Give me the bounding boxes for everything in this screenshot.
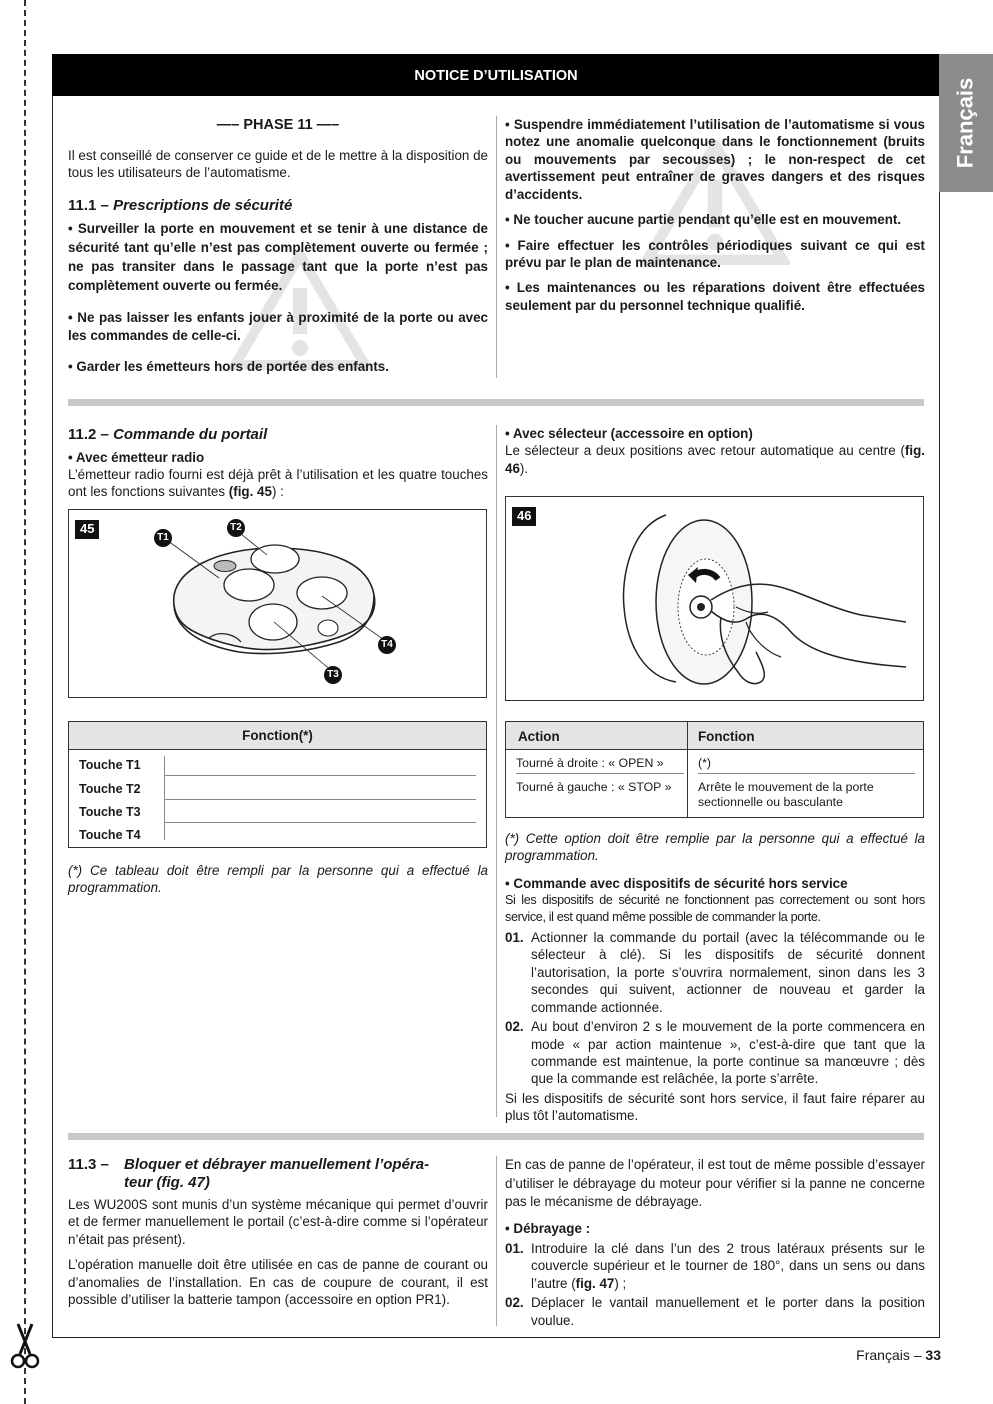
phase-intro: Il est conseillé de conserver ce guide et de le mettre à la disposition de tous les utilisateurs de l’automatisme. — [68, 147, 488, 181]
page-footer: Français – 33 — [856, 1347, 941, 1363]
safety-off-outro: Si les dispositifs de sécurité sont hors service, il faut faire réparer au plus tôt l’automatisme. — [505, 1090, 925, 1124]
table-cell: Tourné à gauche : « STOP » — [516, 780, 672, 794]
safety-bullet: • Ne toucher aucune partie pendant qu’elle est en mouvement. — [505, 212, 902, 228]
table-cell: Tourné à droite : « OPEN » — [516, 756, 664, 770]
column-divider — [496, 116, 497, 378]
action-table-header — [506, 722, 923, 750]
radio-text: L’émetteur radio fourni est déjà prêt à l’utilisation et les quatre touches ont les fonctions suivantes (fig. 45) : — [68, 466, 488, 500]
function-table-body — [69, 752, 486, 846]
fig45-label-t4: T4 — [381, 639, 393, 650]
section-11-1-right — [505, 116, 925, 322]
debrayage-steps — [505, 1240, 925, 1329]
section-separator — [68, 1133, 924, 1140]
figure-number: 45 — [75, 520, 99, 539]
column-divider — [496, 425, 497, 1117]
section-title-11-1: 11.1 – Prescriptions de sécurité — [68, 196, 293, 214]
column-header-fonction: Fonction — [698, 729, 755, 744]
debrayage-heading: • Débrayage : — [505, 1220, 591, 1236]
table-cell: Arrête le mouvement de la porte sectionnelle ou basculante — [698, 780, 874, 810]
selector-heading: • Avec sélecteur (accessoire en option) — [505, 426, 753, 441]
table-row: Touche T1 — [164, 752, 476, 776]
remote-control-illustration — [69, 510, 486, 697]
manual-paragraph: Les WU200S sont munis d’un système mécanique qui permet d’ouvrir et de fermer manuellement le portail (c’est-à-dire comme si l’opérateur n’était pas présent). — [68, 1197, 488, 1247]
column-divider — [496, 1156, 497, 1326]
table-row-line — [516, 773, 684, 774]
section-11-2-left — [68, 425, 488, 501]
safety-bullet: • Ne pas laisser les enfants jouer à proximité de la porte ou avec les commandes de celle-ci. — [68, 310, 488, 343]
radio-heading: • Avec émetteur radio — [68, 449, 205, 465]
figure-46 — [505, 496, 924, 701]
scissors-icon — [10, 1322, 40, 1370]
manual-paragraph: En cas de panne de l’opérateur, il est tout de même possible d’essayer d’utiliser le débrayage du moteur pour vérifier si la panne ne concerne pas le mécanisme de débrayage. — [505, 1157, 925, 1209]
section-separator — [68, 399, 924, 406]
list-item: 02. Au bout d’environ 2 s le mouvement de la porte commencera en mode « par action maintenue », c’est-à-dire que tant que la commande est maintenue, la porte continue sa manœuvre ; dès que la commande est relâchée, la porte s’arrête. — [505, 1019, 925, 1087]
list-item: 01. Actionner la commande du portail (avec la télécommande ou le sélecteur à clé). Si les dispositifs de sécurité donnent l’autorisation, la porte s’ouvrira normalement, sinon dans les 3 secondes qui suivent, actionner de nouveau et garder la commande actionnée. — [505, 929, 925, 1015]
page-header: NOTICE D’UTILISATION — [52, 54, 940, 96]
table-column-line — [687, 722, 688, 817]
selector-text: Le sélecteur a deux positions avec retour automatique au centre (fig. 46). — [505, 443, 925, 476]
column-header-action: Action — [518, 729, 560, 744]
safety-bullet: • Suspendre immédiatement l’utilisation de l’automatisme si vous notez une anomalie quelconque dans le fonctionnement (bruits ou mouvements par secousses) ; le non-respect de cet avertissement peut entraîner de graves dangers et des risques d’accidents. — [505, 117, 925, 202]
cut-line — [24, 0, 26, 1404]
section-11-2-right-lower — [505, 830, 925, 1125]
list-item: 02. Déplacer le vantail manuellement et le porter dans la position voulue. — [505, 1295, 925, 1328]
section-11-3-right — [505, 1156, 925, 1331]
section-title-11-2: 11.2 – Commande du portail — [68, 426, 268, 443]
list-item: 01. Introduire la clé dans l’un des 2 trous latéraux présents sur le couvercle supérieur et le tourner de 180°, dans un sens ou dans l’autre (fig. 47) ; — [505, 1240, 925, 1291]
table-row: Touche T2 — [164, 776, 476, 800]
action-table-note: (*) Cette option doit être remplie par la personne qui a effectué la programmation. — [505, 831, 925, 864]
safety-off-steps — [505, 929, 925, 1088]
safety-bullet: • Les maintenances ou les réparations doivent être effectuées seulement par du personnel technique qualifié. — [505, 280, 925, 313]
fig45-label-t2: T2 — [230, 522, 242, 533]
safety-bullet: • Surveiller la porte en mouvement et se tenir à une distance de sécurité tant qu’elle n’est pas complètement ouverte ou fermée ; ne pas transiter dans le passage tant que la porte n’est pas complètement ouverte ou fermée. — [68, 221, 488, 294]
safety-off-heading: • Commande avec dispositifs de sécurité hors service — [505, 875, 848, 891]
key-selector-illustration — [506, 497, 923, 700]
table-column-line — [164, 756, 165, 840]
function-table — [68, 721, 487, 848]
fig45-label-t1: T1 — [157, 532, 169, 543]
safety-bullet: • Garder les émetteurs hors de portée des enfants. — [68, 359, 389, 375]
safety-bullet: • Faire effectuer les contrôles périodiques suivant ce qui est prévu par le plan de maintenance. — [505, 237, 925, 270]
table-row: Touche T3 — [164, 800, 476, 823]
section-11-3-left — [68, 1156, 488, 1317]
phase-title: —– PHASE 11 —– — [216, 117, 340, 133]
table-row-line — [698, 773, 915, 774]
table-cell: (*) — [698, 756, 711, 770]
figure-45 — [68, 509, 487, 698]
language-tab: Français — [939, 54, 993, 192]
safety-off-intro: Si les dispositifs de sécurité ne fonctionnent pas correctement ou sont hors service, il est quand même possible de commander la porte. — [505, 893, 925, 924]
section-11-2-right — [505, 425, 925, 477]
table-row: Touche T4 — [79, 828, 141, 842]
action-table — [505, 721, 924, 818]
section-title-11-3: 11.3 – Bloquer et débrayer manuellement l’opéra- teur (fig. 47) — [68, 1156, 430, 1191]
function-table-header: Fonction(*) — [69, 722, 486, 750]
manual-paragraph: L’opération manuelle doit être utilisée en cas de panne de courant ou d’anomalies de l’installation. En cas de coupure de courant, il est possible d’utiliser la batterie tampon (accessoire en option PR1). — [68, 1257, 488, 1308]
fig45-label-t3: T3 — [327, 669, 339, 680]
function-table-note: (*) Ce tableau doit être rempli par la personne qui a effectué la programmation. — [68, 863, 488, 896]
figure-number: 46 — [512, 507, 536, 526]
section-11-1-left — [68, 116, 488, 384]
page-number: 33 — [925, 1347, 941, 1363]
